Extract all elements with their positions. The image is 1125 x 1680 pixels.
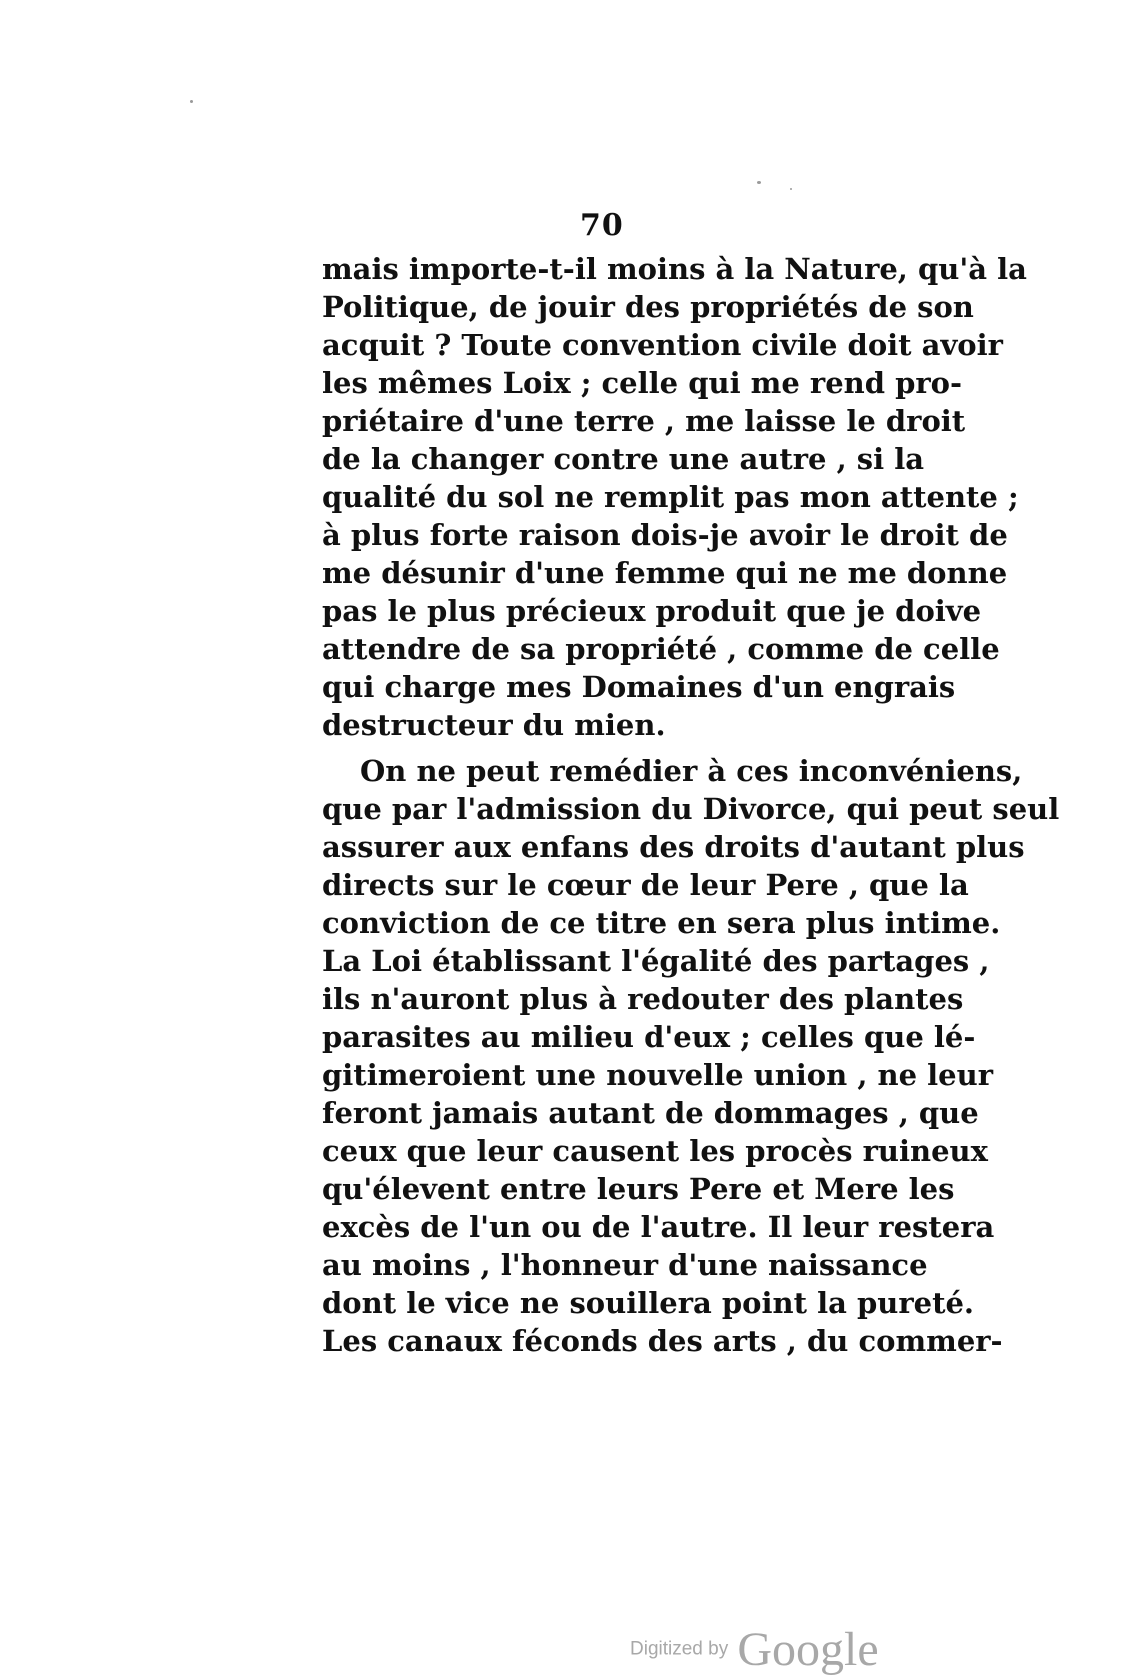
paper-speck: [790, 188, 792, 190]
text-line: qu'élevent entre leurs Pere et Mere les: [322, 1172, 955, 1206]
text-line: conviction de ce titre en sera plus intime.: [322, 906, 1001, 940]
text-line: au moins , l'honneur d'une naissance: [322, 1248, 928, 1282]
text-line: à plus forte raison dois-je avoir le droit de: [322, 518, 1008, 552]
text-line: les mêmes Loix ; celle qui me rend pro-: [322, 366, 963, 400]
text-line: mais importe-t-il moins à la Nature, qu'à la: [322, 252, 1027, 286]
digitization-watermark: [630, 1622, 879, 1677]
text-line: pas le plus précieux produit que je doive: [322, 594, 982, 628]
text-line: excès de l'un ou de l'autre. Il leur restera: [322, 1210, 995, 1244]
text-line: attendre de sa propriété , comme de celle: [322, 632, 1000, 666]
text-line: me désunir d'une femme qui ne me donne: [322, 556, 1008, 590]
text-line: Politique, de jouir des propriétés de son: [322, 290, 974, 324]
paper-speck: [757, 181, 761, 184]
text-line: feront jamais autant de dommages , que: [322, 1096, 979, 1130]
text-line: directs sur le cœur de leur Pere , que la: [322, 868, 969, 902]
paragraph-1: [322, 250, 1027, 744]
paragraph-2: [322, 752, 1060, 1360]
text-line: Les canaux féconds des arts , du commer-: [322, 1324, 1003, 1358]
text-line: La Loi établissant l'égalité des partages ,: [322, 944, 990, 978]
paper-speck: [190, 100, 193, 103]
text-line: acquit ? Toute convention civile doit avoir: [322, 328, 1003, 362]
text-line: ceux que leur causent les procès ruineux: [322, 1134, 988, 1168]
text-line: destructeur du mien.: [322, 708, 666, 742]
text-line: de la changer contre une autre , si la: [322, 442, 925, 476]
text-line: gitimeroient une nouvelle union , ne leur: [322, 1058, 993, 1092]
text-line: On ne peut remédier à ces inconvéniens,: [360, 754, 1023, 788]
page-number: 70: [580, 208, 624, 243]
text-line: qualité du sol ne remplit pas mon attente ;: [322, 480, 1019, 514]
text-line: qui charge mes Domaines d'un engrais: [322, 670, 956, 704]
text-line: parasites au milieu d'eux ; celles que lé-: [322, 1020, 976, 1054]
watermark-prefix: Digitized by: [630, 1638, 729, 1660]
text-line: dont le vice ne souillera point la pureté.: [322, 1286, 975, 1320]
text-line: priétaire d'une terre , me laisse le droit: [322, 404, 966, 438]
text-line: assurer aux enfans des droits d'autant plus: [322, 830, 1025, 864]
text-line: que par l'admission du Divorce, qui peut seul: [322, 792, 1060, 826]
text-line: ils n'auront plus à redouter des plantes: [322, 982, 964, 1016]
watermark-brand: Google: [737, 1623, 879, 1676]
